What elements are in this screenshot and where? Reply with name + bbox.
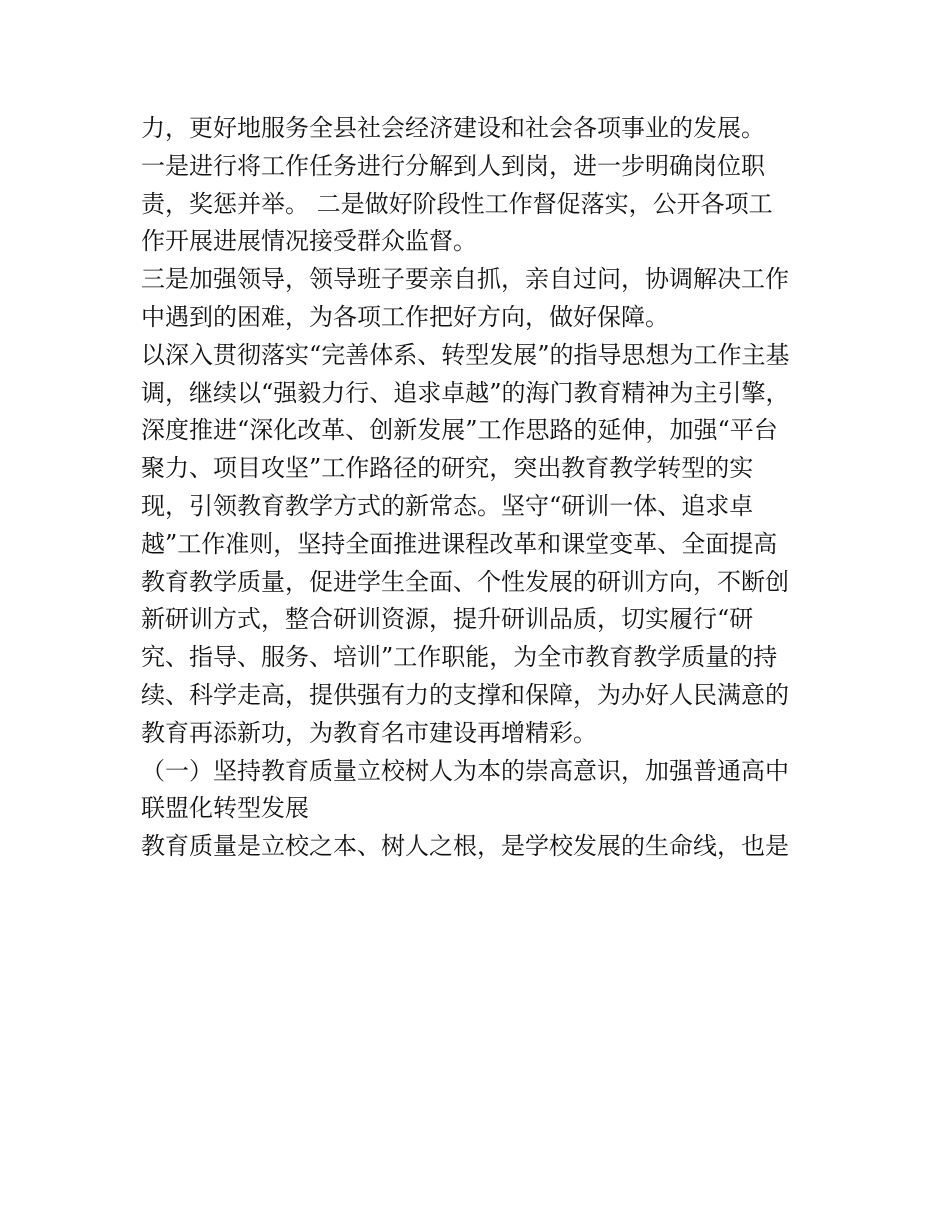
text-line-1: 力，更好地服务全县社会经济建设和社会各项事业的发展。 [141, 114, 765, 142]
text-line-13: 教育教学质量，促进学生全面、个性发展的研训方向，不断创 [141, 567, 789, 596]
text-line-10: 聚力、项目攻坚”工作路径的研究，突出教育教学转型的实 [141, 454, 754, 483]
text-line-5: 三是加强领导，领导班子要亲自抓，亲自过问，协调解决工作 [141, 265, 789, 294]
section-heading-line-2: 联盟化转型发展 [141, 794, 309, 823]
text-line-3: 责，奖惩并举。 二是做好阶段性工作督促落实，公开各项工 [141, 189, 773, 218]
section-heading-line-1: （一）坚持教育质量立校树人为本的崇高意识，加强普通高中 [141, 756, 789, 785]
text-line-6: 中遇到的困难，为各项工作把好方向，做好保障。 [141, 302, 669, 331]
text-line-12: 越”工作准则，坚持全面推进课程改革和课堂变革、全面提高 [141, 529, 778, 558]
text-line-4: 作开展进展情况接受群众监督。 [141, 227, 477, 256]
text-line-20: 教育质量是立校之本、树人之根，是学校发展的生命线，也是 [141, 832, 789, 861]
text-line-8: 调，继续以“强毅力行、追求卓越”的海门教育精神为主引擎， [141, 378, 790, 407]
text-line-9: 深度推进“深化改革、创新发展”工作思路的延伸，加强“平台 [141, 416, 778, 445]
text-line-2: 一是进行将工作任务进行分解到人到岗，进一步明确岗位职 [141, 151, 765, 180]
text-line-17: 教育再添新功，为教育名市建设再增精彩。 [141, 718, 597, 747]
text-line-16: 续、科学走高，提供强有力的支撑和保障，为办好人民满意的 [141, 680, 789, 709]
text-line-15: 究、指导、服务、培训”工作职能，为全市教育教学质量的持 [141, 643, 778, 672]
text-line-7: 以深入贯彻落实“完善体系、转型发展”的指导思想为工作主基 [141, 340, 790, 369]
text-line-14: 新研训方式，整合研训资源，提升研训品质，切实履行“研 [141, 605, 754, 634]
text-line-11: 现，引领教育教学方式的新常态。坚守“研训一体、追求卓 [141, 491, 754, 520]
document-body [141, 110, 831, 866]
